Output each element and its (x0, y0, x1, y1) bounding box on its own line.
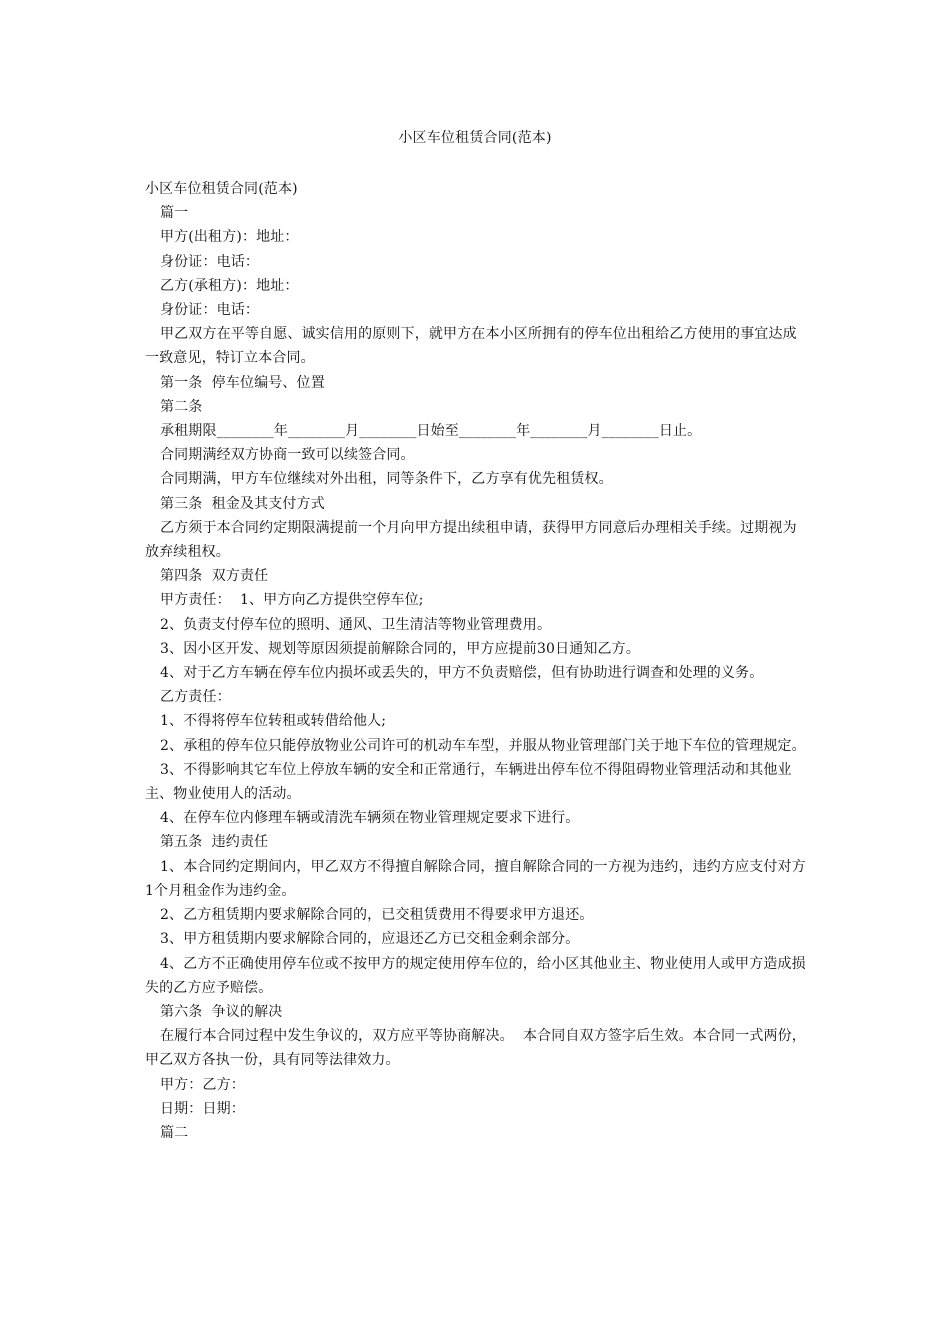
paragraph: 甲方(出租方)：地址： (160, 229, 299, 246)
document-body (145, 177, 810, 1145)
paragraph: 第六条 争议的解决 (160, 1003, 283, 1020)
paragraph: 甲方：乙方： (160, 1076, 245, 1093)
paragraph: 日期：日期： (160, 1100, 245, 1117)
paragraph: 第二条 (160, 398, 203, 415)
paragraph: 第五条 违约责任 (160, 834, 269, 851)
paragraph: 3、不得影响其它车位上停放车辆的安全和正常通行，车辆进出停车位不得阻碍物业管理活动和其他业主、物业使用人的活动。 (145, 761, 792, 803)
paragraph: 承租期限________年________月________日始至________年________月________日止。 (160, 423, 702, 440)
paragraph: 第三条 租金及其支付方式 (160, 495, 325, 512)
paragraph: 甲乙双方在平等自愿、诚实信用的原则下，就甲方在本小区所拥有的停车位出租给乙方使用的事宜达成一致意见，特订立本合同。 (145, 326, 797, 367)
paragraph: 乙方责任： (160, 689, 231, 706)
paragraph: 第四条 双方责任 (160, 568, 269, 585)
page-title: 小区车位租赁合同(范本) (398, 130, 552, 146)
paragraph: 身份证：电话： (160, 253, 260, 270)
paragraph: 2、乙方租赁期内要求解除合同的，已交租赁费用不得要求甲方退还。 (160, 907, 594, 924)
paragraph: 篇一 (160, 205, 189, 222)
paragraph: 合同期满，甲方车位继续对外出租，同等条件下，乙方享有优先租赁权。 (160, 471, 613, 488)
paragraph-list (145, 201, 810, 1145)
paragraph: 篇二 (160, 1124, 189, 1141)
paragraph: 乙方须于本合同约定期限满提前一个月向甲方提出续租申请，获得甲方同意后办理相关手续。过期视为放弃续租权。 (145, 519, 797, 561)
paragraph: 第一条 停车位编号、位置 (160, 374, 325, 391)
paragraph: 3、甲方租赁期内要求解除合同的，应退还乙方已交租金剩余部分。 (160, 931, 580, 948)
paragraph: 乙方(承租方)：地址： (160, 277, 299, 294)
paragraph: 身份证：电话： (160, 302, 260, 319)
paragraph: 2、承租的停车位只能停放物业公司许可的机动车车型，并服从物业管理部门关于地下车位的管理规定。 (160, 737, 806, 754)
paragraph: 甲方责任： 1、甲方向乙方提供空停车位; (160, 592, 424, 609)
paragraph: 合同期满经双方协商一致可以续签合同。 (160, 447, 415, 464)
paragraph: 1、不得将停车位转租或转借给他人; (160, 713, 387, 730)
paragraph: 4、在停车位内修理车辆或清洗车辆须在物业管理规定要求下进行。 (160, 810, 580, 827)
paragraph: 4、对于乙方车辆在停车位内损坏或丢失的，甲方不负责赔偿，但有协助进行调查和处理的义务。 (160, 665, 764, 682)
document-subtitle: 小区车位租赁合同(范本) (145, 181, 298, 197)
paragraph: 2、负责支付停车位的照明、通风、卫生清洁等物业管理费用。 (160, 616, 552, 633)
paragraph: 4、乙方不正确使用停车位或不按甲方的规定使用停车位的，给小区其他业主、物业使用人或甲方造成损失的乙方应予赔偿。 (145, 955, 806, 996)
paragraph: 在履行本合同过程中发生争议的，双方应平等协商解决。 本合同自双方签字后生效。本合同一式两份，甲乙双方各执一份，具有同等法律效力。 (145, 1028, 806, 1069)
paragraph: 1、本合同约定期间内，甲乙双方不得擅自解除合同，擅自解除合同的一方视为违约，违约方应支付对方1个月租金作为违约金。 (145, 858, 806, 899)
paragraph: 3、因小区开发、规划等原因须提前解除合同的，甲方应提前30日通知乙方。 (160, 640, 640, 657)
